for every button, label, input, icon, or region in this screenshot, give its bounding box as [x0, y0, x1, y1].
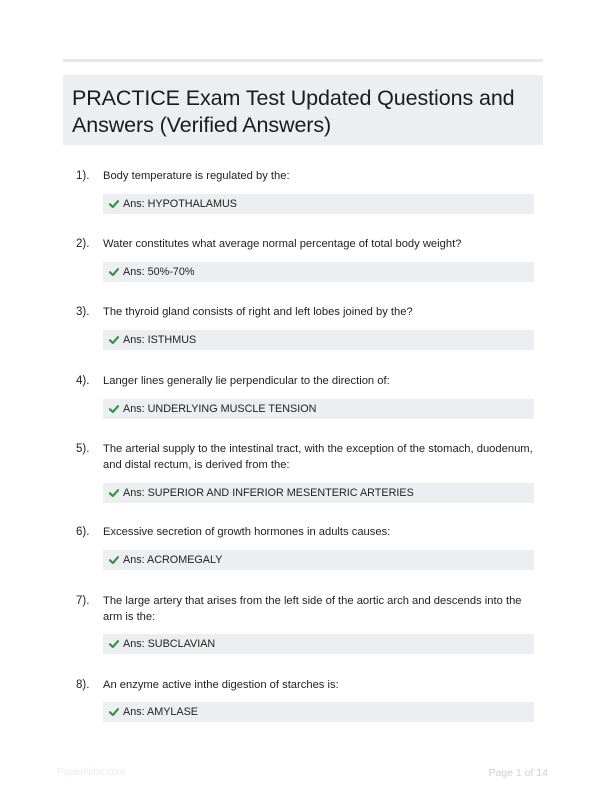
answer-text: Ans: AMYLASE: [123, 706, 199, 718]
page-indicator: Page 1 of 14: [488, 767, 548, 779]
question-text: Langer lines generally lie perpendicular to the direction of:: [103, 375, 390, 387]
question-text: Water constitutes what average normal percentage of total body weight?: [103, 238, 462, 250]
question-number: 5).: [76, 443, 90, 455]
answer-text: Ans: UNDERLYING MUSCLE TENSION: [123, 403, 317, 415]
checkmark-icon: [109, 707, 119, 717]
question-number: 4).: [76, 375, 90, 387]
document-title: PRACTICE Exam Test Updated Questions and Answers (Verified Answers): [72, 86, 515, 137]
top-divider: [63, 59, 543, 62]
question-text: The arterial supply to the intestinal tract, with the exception of the stomach, duodenum, and distal rectum, is derived from the:: [103, 443, 533, 471]
title-banner: [63, 75, 543, 145]
question-number: 3).: [76, 306, 90, 318]
question-text: Body temperature is regulated by the:: [103, 170, 290, 182]
answer-text: Ans: 50%-70%: [123, 266, 195, 278]
checkmark-icon: [109, 555, 119, 565]
answer-box: [103, 399, 534, 419]
question-number: 7).: [76, 595, 90, 607]
answer-box: [103, 330, 534, 350]
answer-text: Ans: ACROMEGALY: [123, 554, 223, 566]
question-number: 1).: [76, 170, 90, 182]
question-text: An enzyme active inthe digestion of starches is:: [103, 679, 339, 691]
answer-box: [103, 634, 534, 654]
answer-box: [103, 194, 534, 214]
checkmark-icon: [109, 404, 119, 414]
checkmark-icon: [109, 488, 119, 498]
answer-box: [103, 702, 534, 722]
checkmark-icon: [109, 639, 119, 649]
question-number: 2).: [76, 238, 90, 250]
footer-watermark: PaperNibs.com: [57, 767, 126, 778]
question-text: Excessive secretion of growth hormones in adults causes:: [103, 526, 391, 538]
checkmark-icon: [109, 335, 119, 345]
question-text: The thyroid gland consists of right and left lobes joined by the?: [103, 306, 413, 318]
checkmark-icon: [109, 199, 119, 209]
answer-box: [103, 550, 534, 570]
checkmark-icon: [109, 267, 119, 277]
answer-text: Ans: SUBCLAVIAN: [123, 638, 216, 650]
answer-box: [103, 262, 534, 282]
answer-text: Ans: HYPOTHALAMUS: [123, 198, 237, 210]
question-text: The large artery that arises from the left side of the aortic arch and descends into the arm is the:: [103, 595, 522, 623]
answer-text: Ans: SUPERIOR AND INFERIOR MESENTERIC ARTERIES: [123, 487, 414, 499]
question-number: 8).: [76, 679, 90, 691]
question-number: 6).: [76, 526, 90, 538]
answer-text: Ans: ISTHMUS: [123, 334, 197, 346]
answer-box: [103, 483, 534, 503]
